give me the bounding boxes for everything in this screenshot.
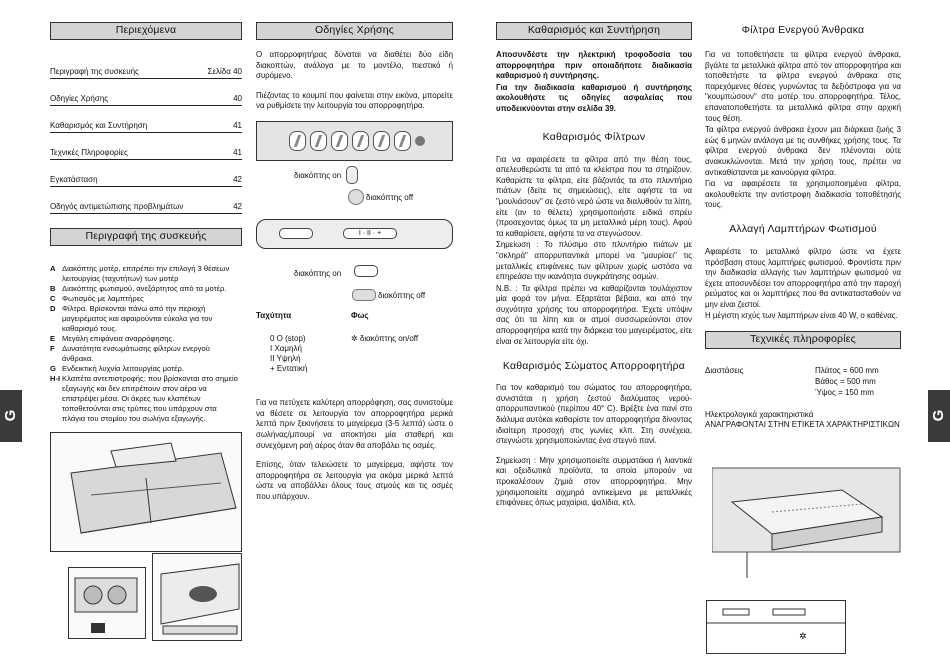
cleaning-header: Καθαρισμός και Συντήρηση <box>496 22 692 40</box>
toc-row <box>50 201 242 214</box>
part-letter: D <box>50 304 56 313</box>
slider-panel <box>256 219 453 249</box>
toc-label: Εγκατάσταση <box>50 174 98 184</box>
part-letter: A <box>50 264 56 273</box>
part-text: Δυνατότητα ενσωμάτωσης φίλτρων ενεργού άνθρακα. <box>62 344 210 363</box>
dimension-value: Πλάτος = 600 mm <box>815 366 879 376</box>
part-item <box>50 374 242 424</box>
toc-row <box>50 120 242 133</box>
tech-header: Τεχνικές πληροφορίες <box>705 331 901 349</box>
speed-light-table <box>256 311 453 374</box>
switch-on-icon[interactable] <box>346 166 358 184</box>
part-letter: B <box>50 284 56 293</box>
toc-label: Περιγραφή της συσκευής <box>50 66 139 76</box>
slider-on-label: διακόπτης on <box>294 268 342 278</box>
part-item <box>50 264 242 284</box>
part-text: Φίλτρα. Βρίσκονται πάνω από την περιοχή μαγειρέματος και αφαιρούνται εύκολα για τον καθαρισμό τους. <box>62 304 213 333</box>
toc-page: Σελίδα 40 <box>207 66 242 76</box>
dimensions-label: Διαστάσεις <box>705 366 744 376</box>
contents-header: Περιεχόμενα <box>50 22 242 40</box>
column-cleaning <box>496 22 692 518</box>
part-item <box>50 364 242 374</box>
part-item <box>50 334 242 344</box>
button-icon-3[interactable] <box>331 131 348 151</box>
toc-page: 42 <box>233 174 242 184</box>
toc-page: 42 <box>233 201 242 211</box>
button-icon-6[interactable] <box>394 131 411 151</box>
part-text: Μεγάλη επιφάνεια αναρρόφησης. <box>62 334 175 343</box>
toc-page: 41 <box>233 120 242 130</box>
toc-label: Οδηγός αντιμετώπισης προβλημάτων <box>50 201 184 211</box>
elec-label: Ηλεκτρολογικά χαρακτηριστικά <box>705 410 814 420</box>
hood-front-figure <box>152 553 242 641</box>
button-icon-2[interactable] <box>310 131 327 151</box>
elec-value: ΑΝΑΓΡΑΦΟΝΤΑΙ ΣΤΗΝ ΕΤΙΚΕΤΑ ΧΑΡΑΚΤΗΡΙΣΤΙΚΩΝ <box>705 420 900 430</box>
lamp-header: Αλλαγή Λαμπτήρων Φωτισμού <box>729 223 877 236</box>
push-button-panel <box>256 121 453 161</box>
body-cleaning-header: Καθαρισμός Σώματος Απορροφητήρα <box>502 359 686 372</box>
toc-label: Τεχνικές Πληροφορίες <box>50 147 128 157</box>
lamp-replacement-illustration <box>712 462 902 586</box>
button-icon-4[interactable] <box>352 131 369 151</box>
speed-list <box>256 334 351 374</box>
speed-item: I Χαμηλή <box>270 344 302 354</box>
section-tab-left: G <box>0 390 22 442</box>
part-text: Ενδεικτική λυχνία λειτουργίας μοτέρ. <box>62 364 184 373</box>
hood-diagram-illustration <box>51 433 242 552</box>
carbon-text-2: Τα φίλτρα ενεργού άνθρακα έχουν μια διάρκεια ζωής 3 εώς 6 μηνών ανάλογα με τις συνθήκες χρήσης τους. Τα φίλτρα ενεργού άνθρακα δεν πλένονται ούτε ανακυκλώνονται. Μετά την χρήση τους, πρέπει να αντικαθίστανται με καινούργια φίλτρα. <box>705 125 901 177</box>
toc-label: Οδηγίες Χρήσης <box>50 93 109 103</box>
speed-item: II Υψηλή <box>270 354 301 364</box>
warning-2: Για την διαδικασία καθαρισμού ή συντήρησης ακολουθήστε τις οδηγίες ασφαλείας που υποδεικνύονται στην σελίδα 39. <box>496 82 692 113</box>
light-value: ✲ διακόπτης on/off <box>351 334 419 344</box>
toc-label: Καθαρισμός και Συντήρηση <box>50 120 148 130</box>
body-cleaning-text: Για τον καθαρισμό του σώματος του απορροφητήρα, συνιστάται η χρήση ζεστού διαλύματος νερού-απορρυπαντικού (περίπου 40° C). Βρέξτε ένα πανί στο διάλυμα αυτόκαι καθαρίστε τον απορροφητήρα δίνοντας ιδιαίτερη προσοχή στις γωνίες κλπ. Στη συνέχεια, στεγνώστε χρησιμοποιώντας ένα στεγνό πανί. <box>496 383 692 446</box>
slider-off-icon[interactable] <box>352 289 376 301</box>
lamp-replacement-figure <box>712 462 902 586</box>
slider-off-label: διακόπτης off <box>378 290 426 300</box>
usage-intro: Ο απορροφητήρας δύναται να διαθέτει δύο είδη διακοπτών, ανάλογα με το μοντέλο, πιεστικό ή συρόμενο. <box>256 50 453 81</box>
section-tab-right: G <box>928 390 950 442</box>
part-letter: E <box>50 334 56 343</box>
svg-text:✲: ✲ <box>799 632 807 642</box>
part-text: Κλαπέτα αντεπιστροφής: που βρίσκονται στο σημείο εξαγωγής και δεν επιτρέπουν στον αέρα να επιστρέψει μέσα. Οι άκρες των κλαπέτων τοποθετούνται στις τρύπες που υπάρχουν στα πλάγια του στομίου του σωλήνα εξαγωγής. <box>62 374 238 423</box>
toc-page: 41 <box>233 147 242 157</box>
usage-header: Οδηγίες Χρήσης <box>256 22 453 40</box>
toc-row <box>50 174 242 187</box>
lamp-text-1: Αφαιρέστε το μεταλλικό φίλτρο ώστε να έχετε πρόσβαση στους λαμπτήρες φωτισμού. Φροντίστε πριν την διαδικασία αλλαγής των λαμπτήρων φωτισμού να έχετε αποσυνδέσει τον απορροφητήρα από την παροχή ρεύματος και οι λαμπτήρες που θα αντικατασταθούν να μην είναι ζεστοί. <box>705 246 901 309</box>
part-text: Διακόπτης μοτέρ, επιτρέπει την επιλογή 3 θέσεων λειτουργίας (ταχυτήτων) των μοτέρ <box>62 264 230 283</box>
table-of-contents <box>50 66 242 214</box>
part-letter: F <box>50 344 55 353</box>
speed-item: + Εντατική <box>270 364 308 374</box>
light-slider[interactable] <box>279 228 313 239</box>
part-item <box>50 344 242 364</box>
dimension-value: Ύψος = 150 mm <box>815 388 874 398</box>
filters-text: Για να αφαιρέσετε τα φίλτρα από την θέση τους, απελευθερώστε τα από τα κλείστρα που τα στηρίζουν. Καθαρίστε τα φίλτρα, είτε βάζοντάς τα στο πλυντήριο πιάτων (δείτε τις σημειώσεις), είτε αφήστε τα να "μουλιάσουν" σε ζεστό νερό ώστε να διαλυθούν τα λίπη, είτε (αν το θέλετε) χρησιμοποιήστε ειδικά σπρέυ (προσεχοντας όμως τα μη μεταλλικά μέρη τους). Αφού τα καθαρίσετε, αφήστε τα να στεγνώσουν. <box>496 154 692 238</box>
column-filters-tech <box>705 22 901 431</box>
rating-label-figure <box>706 600 846 654</box>
speed-header: Ταχύτητα <box>256 310 292 320</box>
light-header: Φως <box>351 310 369 320</box>
switch-off-icon[interactable] <box>348 189 364 205</box>
usage-tip-1: Για να πετύχετε καλύτερη απορρόφηση, σας συνιστούμε να θέσετε σε λειτουργία τον απορροφητήρα μερικά λεπτά πριν ξεκινήσετε το μαγείρεμα (3-5 λεπτά) ώστε ο σωλήνας/μπουρί να αποκτήσει μία σταθερή και συνεχόμενη ροή αέρος όταν θα αποβάλει τις οσμές. <box>256 398 453 450</box>
part-letter: H-I <box>50 374 61 383</box>
speed-slider[interactable]: I · II · + <box>343 228 397 239</box>
part-item <box>50 304 242 334</box>
part-text: Φωτισμός με λαμπτήρες <box>62 294 144 303</box>
filters-header: Καθαρισμός Φίλτρων <box>542 130 646 143</box>
toc-row <box>50 147 242 160</box>
rating-label-illustration <box>707 601 846 654</box>
slider-on-icon[interactable] <box>354 265 378 277</box>
warning-1: Αποσυνδέστε την ηλεκτρική τροφοδοσία του απορροφητήρα πριν οποιαδήποτε διαδικασία καθαρισμού ή συντήρησης. <box>496 50 692 81</box>
filters-nb: N.B. : Τα φίλτρα πρέπει να καθαρίζονται τουλάχιστον μία φορά τον μήνα. Εξαρτάται βέβαια, και από την συχνότητα χρήσης του απορροφητήρα. Έχετε υπόψιν σας ότι τα λίπη και οι ατμοί συσσωρεύονται στον απορροφητήρα κατά την διάρκεια του μαγειρέματος, είτε είναι σε λειτουργία είτε όχι. <box>496 283 692 346</box>
carbon-text-1: Για να τοποθετήσετε τα φίλτρα ενεργού άνθρακα, βγάλτε τα μεταλλικά φίλτρα από τον απορροφητήρα και τοποθετήστε τα φίλτρα ενεργού άνθρακα στις παρεχόμενες θέσεις γυρνώντας τα δεξιόστροφα για να "κουμπώσουν" στο μοτέρ του απορροφητήρα. Τέλος, επανατοποθετήστε τα μεταλλικά φίλτρα στην αρχική τους θέση. <box>705 50 901 123</box>
part-letter: C <box>50 294 56 303</box>
dimensions <box>705 365 901 398</box>
dimension-value: Βάθος = 500 mm <box>815 377 876 387</box>
button-icon-5[interactable] <box>373 131 390 151</box>
part-item <box>50 294 242 304</box>
carbon-filter-figure <box>68 567 146 639</box>
column-contents <box>50 22 242 424</box>
switch-on-label: διακόπτης on <box>294 170 342 180</box>
button-icon-1[interactable] <box>289 131 306 151</box>
toc-row <box>50 93 242 106</box>
light-indicator-icon <box>415 136 425 146</box>
toc-row <box>50 66 242 79</box>
column-usage <box>256 22 453 512</box>
hood-front-illustration <box>153 554 242 641</box>
parts-list <box>50 264 242 424</box>
dimensions-values <box>815 365 879 398</box>
usage-tip-2: Επίσης, όταν τελειώσετε το μαγείρεμα, αφήστε τον απορροφητήρα σε λειτουργία για ακόμα μερικά λεπτά ώστε να αποβάλλει όλους τους ατμούς και τις οσμές που υπάρχουν. <box>256 460 453 501</box>
part-item <box>50 284 242 294</box>
description-header: Περιγραφή της συσκευής <box>50 228 242 246</box>
hood-diagram-figure <box>50 432 242 552</box>
filters-note: Σημείωση : Το πλύσιμο στο πλυντήριο πιάτων με "σκληρά" απορρυπαντικά μπορεί να "μαυρίσει" τις μεταλλικές επιφάνειες των φίλτρων χωρίς ωστόσο να επηρεάσει την ικανότητα συγκράτησης οσμών. <box>496 240 692 282</box>
part-letter: G <box>50 364 56 373</box>
speed-item: 0 Ο (stop) <box>270 334 306 344</box>
body-cleaning-note: Σημείωση : Μην χρησιμοποιείτε συρματάκια ή λιαντικά και οξειδωτικά προϊόντα, τα οποία μπορούν να προκαλέσουν ζημιά στον απορροφητήρα. Μην χρησιμοποιείτε αιχμηρά αντικείμενα με μεταλλικές επιφάνειες όπως μαχαίρια, ψαλίδια, κτλ. <box>496 455 692 508</box>
carbon-filter-illustration <box>69 568 146 639</box>
part-text: Διακόπτης φωτισμού, ανεξάρτητος από τα μοτέρ. <box>62 284 227 293</box>
switch-off-label: διακόπτης off <box>366 192 414 202</box>
carbon-header: Φίλτρα Ενεργού Άνθρακα <box>741 24 865 37</box>
lamp-text-2: Η μέγιστη ισχύς των λαμπτήρων είναι 40 W, ο καθένας. <box>705 311 898 321</box>
press-text: Πιέζοντας το κουμπί που φαίνεται στην εικόνα, μπορείτε να ρυθμίσετε την λειτουργία του απορροφητήρα. <box>256 90 453 111</box>
carbon-text-3: Για να αφαιρέσετε τα χρησιμοποιημένα φίλτρα, ακολουθείστε την αντίστροφη διαδικασία τοποθέτησής τους. <box>705 179 901 210</box>
toc-page: 40 <box>233 93 242 103</box>
